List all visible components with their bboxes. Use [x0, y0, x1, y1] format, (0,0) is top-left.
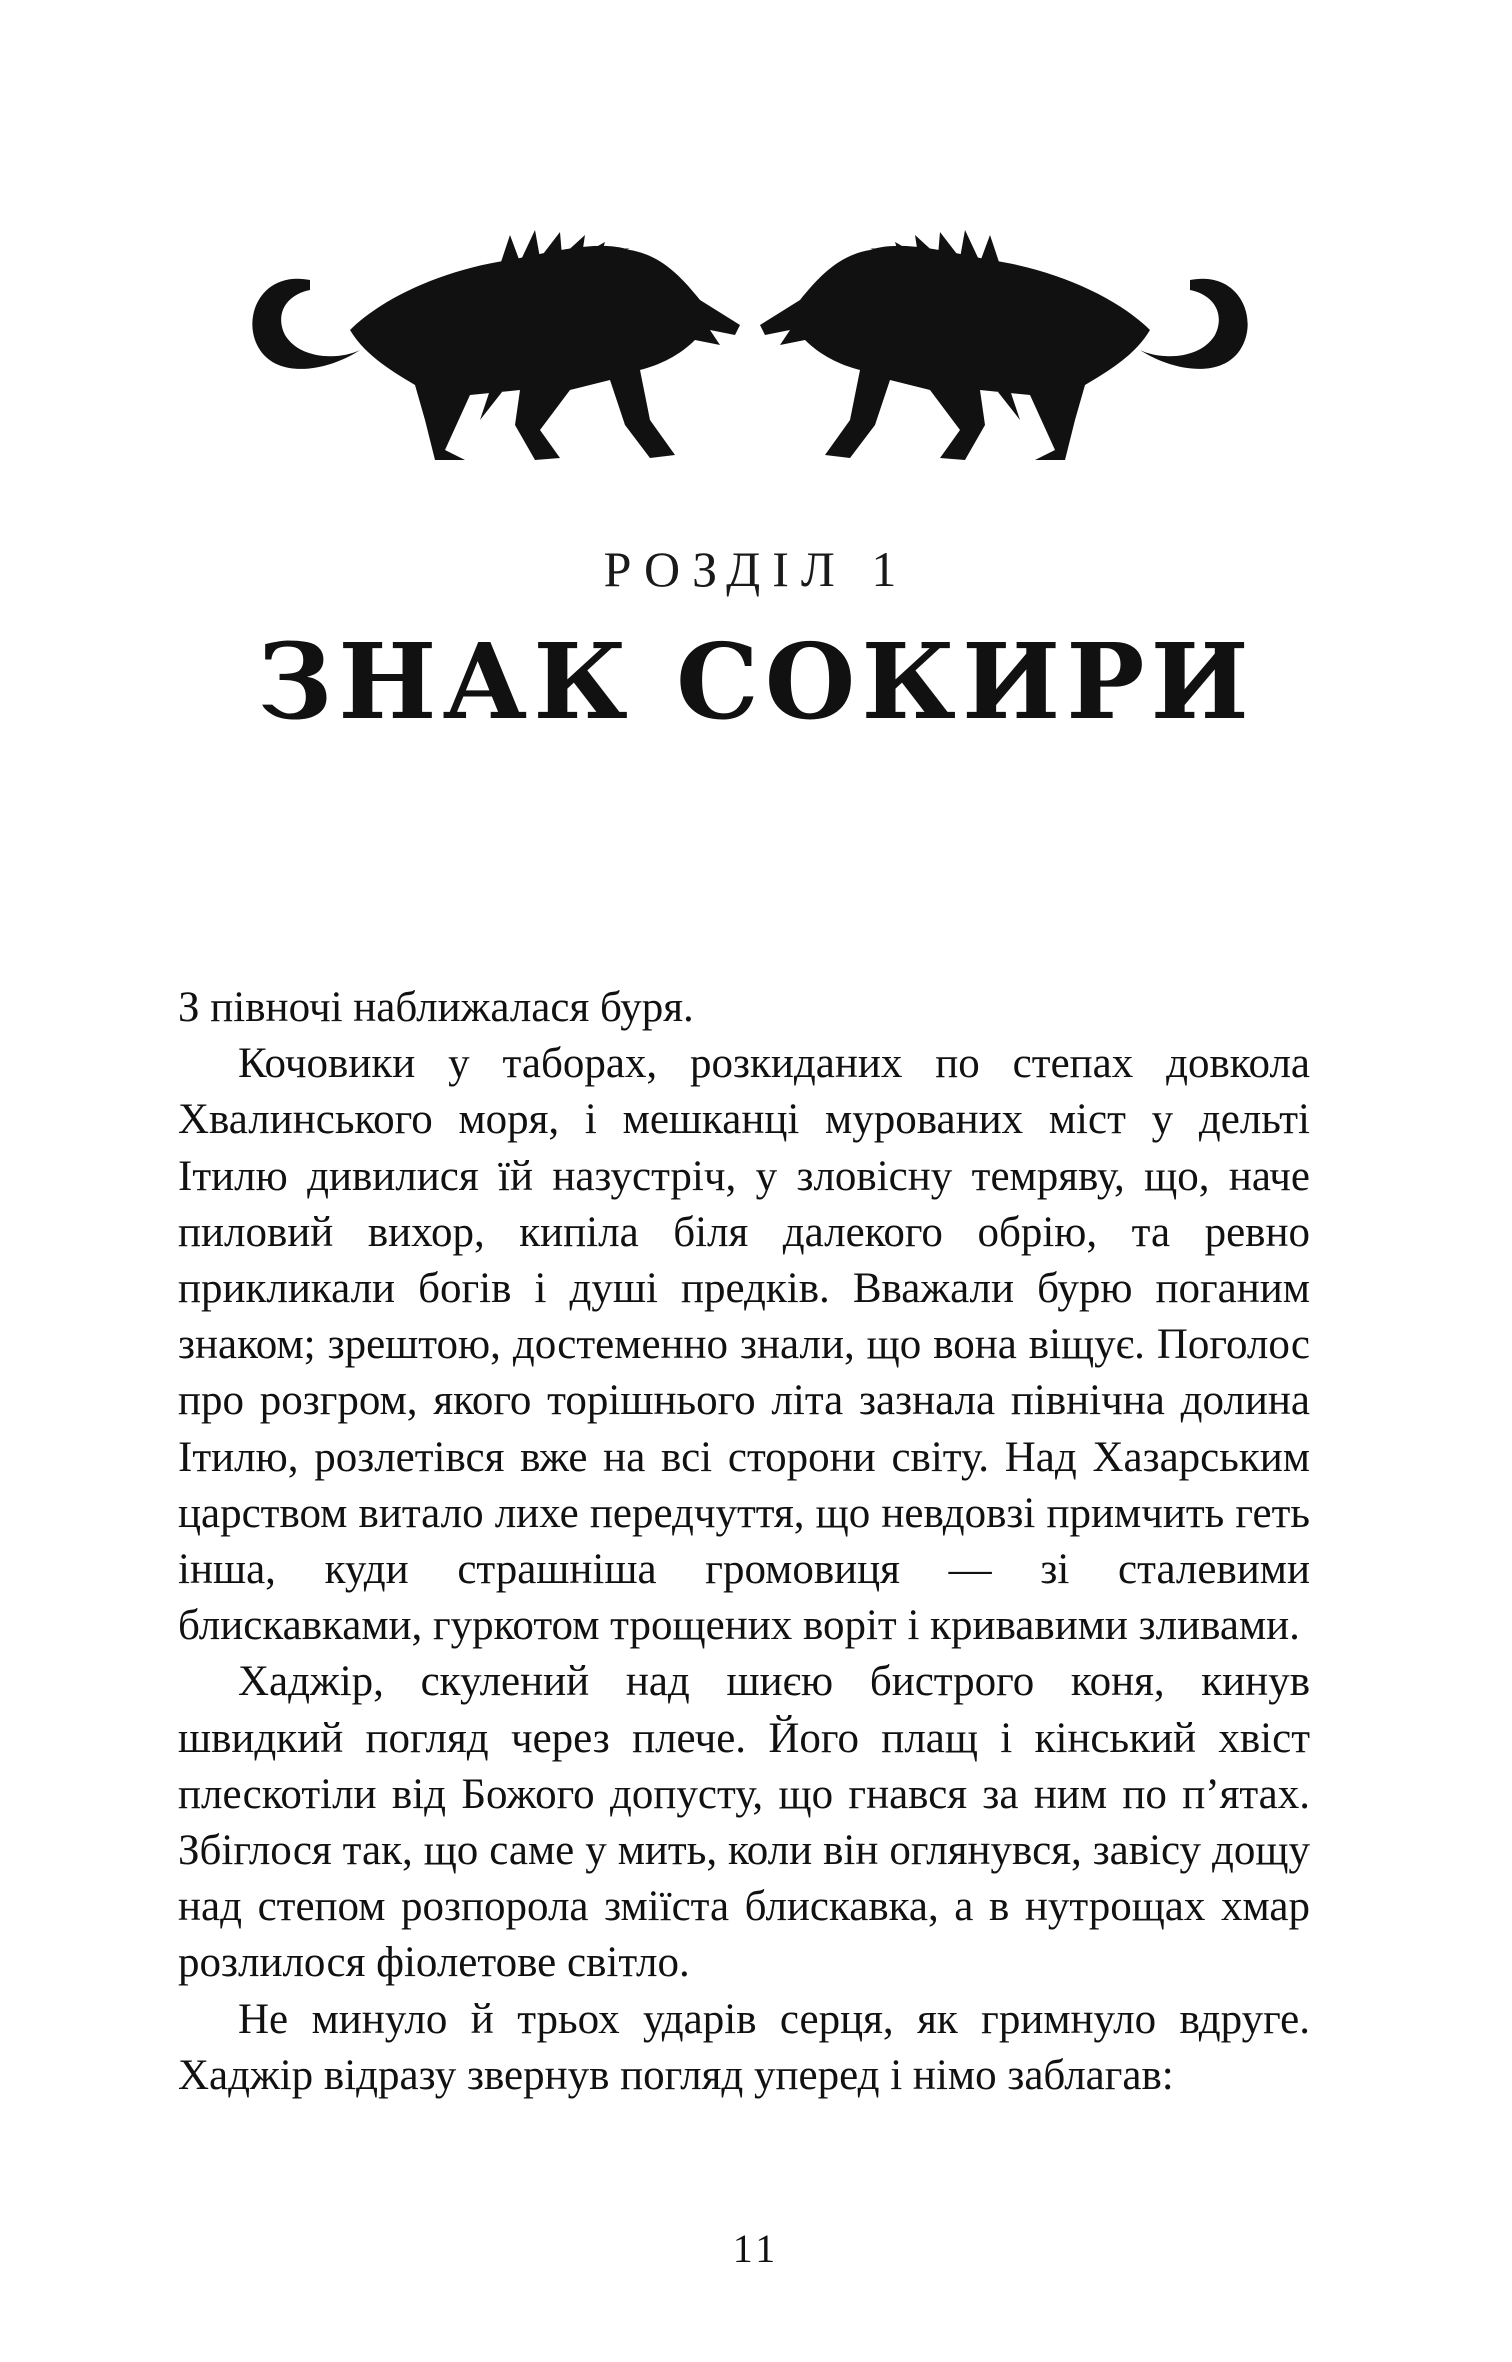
chapter-body-text — [178, 980, 1310, 2104]
right-wolf-icon — [760, 230, 1248, 460]
chapter-title: ЗНАК СОКИРИ — [257, 620, 1255, 743]
left-wolf-icon — [252, 230, 740, 460]
paragraph: З півночі наближалася буря. — [178, 984, 694, 1031]
two-snarling-wolves-illustration — [240, 220, 1260, 470]
page-number: 11 — [732, 2226, 780, 2271]
paragraph: Кочовики у таборах, розкиданих по степах довкола Хвалинського моря, і мешканці мурованих міст у дельті Ітилю дивилися їй назустріч, у зловісну темряву, що, наче пиловий вихор, кипіла біля далекого обрію, та ревно прикликали богів і душі предків. Вважали бурю поганим знаком; зрештою, достеменно знали, що вона віщує. Поголос про розгром, якого торішнього літа зазнала північна долина Ітилю, розлетівся вже на всі сторони світу. Над Хазарським царством витало лихе передчуття, що невдовзі примчить геть інша, куди страшніша громовиця — зі сталевими блискавками, гуркотом трощених воріт і кривавими зливами. — [178, 1040, 1310, 1650]
paragraph: Не минуло й трьох ударів серця, як гримнуло вдруге. Хаджір відразу звернув погляд уперед і німо заблагав: — [178, 1995, 1310, 2099]
chapter-number: РОЗДІЛ 1 — [603, 541, 909, 597]
paragraph: Хаджір, скулений над шиєю бистрого коня, кинув швидкий погляд через плече. Його плащ і кінський хвіст плескотіли від Божого допусту, що гнався за ним по п’ятах. Збіглося так, що саме у мить, коли він оглянувся, завісу дощу над степом розпорола зміїста блискавка, а в нутрощах хмар розлилося фіолетове світло. — [178, 1658, 1310, 1987]
